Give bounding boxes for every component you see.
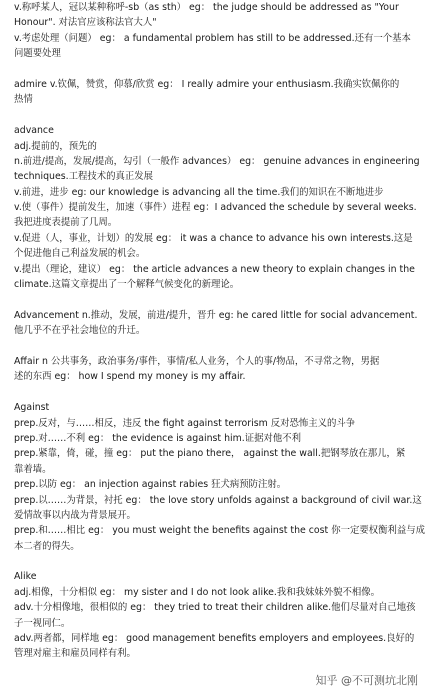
text-line: Honour". 对法官应该称法官大人" (14, 17, 157, 29)
text-line: advance (14, 125, 54, 137)
text-line: Alike (14, 571, 37, 583)
blank-line (14, 339, 428, 354)
text-line: admire v.钦佩，赞赏，仰慕/欣赏 eg： I really admire your enthusiasm.我确实钦佩你的 (14, 78, 400, 90)
text-line: v.考虑处理（问题） eg： a fundamental problem has still to be addressed.还有一个基本 (14, 32, 411, 44)
text-line: Advancement n.推动，发展，前进/提升，晋升 eg: he cared little for social advancement. (14, 309, 418, 321)
text-line: v.促进（人，事业，计划）的发展 eg： it was a chance to advance his own interests.这是 (14, 232, 413, 244)
text-line: climate.这篇文章提出了一个解释气候变化的新理论。 (14, 279, 240, 291)
text-line: v.称呼某人，冠以某种称呼-sb（as sth） eg： the judge should be addressed as "Your (14, 2, 399, 13)
text-line: adj.提前的，预先的 (14, 140, 97, 152)
text-line: n.前进/提高，发展/提高，勾引（一般作 advances） eg： genuine advances in engineering (14, 155, 420, 167)
text-line: techniques.工程技术的真正发展 (14, 171, 153, 183)
text-line: 个促进他自己利益发展的机会。 (14, 248, 146, 260)
text-line: prep.和……相比 eg： you must weight the benefits against the cost 你一定要权衡利益与成 (14, 525, 425, 537)
text-line: adv.两者都，同样地 eg： good management benefits employers and employees.良好的 (14, 633, 415, 645)
blank-line (14, 108, 428, 123)
blank-line (14, 292, 428, 307)
blank-line (14, 385, 428, 400)
text-line: prep.以……为背景，衬托 eg： the love story unfolds against a background of civil war.这 (14, 494, 422, 506)
text-line: v.提出（理论，建议） eg： the article advances a new theory to explain changes in the (14, 263, 415, 275)
text-line: adj.相像，十分相似 eg： my sister and I do not look alike.我和我妹妹外貌不相像。 (14, 586, 381, 598)
text-line: Affair n 公共事务，政治事务/事件，事情/私人业务，个人的事/物品，不寻常之物，男据 (14, 355, 380, 367)
text-line: prep.紧靠，倚，碰，撞 eg： put the piano there， against the wall.把钢琴放在那儿，紧 (14, 448, 406, 460)
text-line: Against (14, 402, 50, 414)
text-line: 靠着墙。 (14, 463, 52, 475)
text-line: 热情 (14, 94, 33, 106)
watermark-text: 知乎 @不可测坑北刚 (315, 673, 418, 687)
text-line: 管理对雇主和雇员同样有利。 (14, 648, 136, 660)
blank-line (14, 554, 428, 569)
text-line: 本二者的得失。 (14, 540, 80, 552)
text-line: v.前进，进步 eg: our knowledge is advancing all the time.我们的知识在不断地进步 (14, 186, 384, 198)
text-line: v.使（事件）提前发生，加速（事件）进程 eg：I advanced the schedule by several weeks. (14, 202, 417, 214)
text-line: prep.反对，与……相反，违反 the fight against terrorism 反对恐怖主义的斗争 (14, 417, 356, 429)
text-line: adv.十分相像地，很相似的 eg： they tried to treat their children alike.他们尽量对自己地孩 (14, 602, 416, 614)
text-line: 爱情故事以内战为背景展开。 (14, 509, 136, 521)
blank-line (14, 62, 428, 77)
text-line: prep.对……不利 eg： the evidence is against him.证据对他不利 (14, 432, 301, 444)
text-line: 述的东西 eg： how I spend my money is my affair. (14, 371, 246, 383)
text-line: prep.以防 eg： an injection against rabies 狂犬病预防注射。 (14, 479, 287, 491)
text-line: 问题要处理 (14, 48, 61, 60)
text-line: 我把进度表提前了几周。 (14, 217, 118, 229)
text-line: 子一视同仁。 (14, 617, 71, 629)
document-body (14, 0, 428, 662)
watermark (316, 673, 419, 688)
text-line: 他几乎不在乎社会地位的升迁。 (14, 325, 146, 337)
